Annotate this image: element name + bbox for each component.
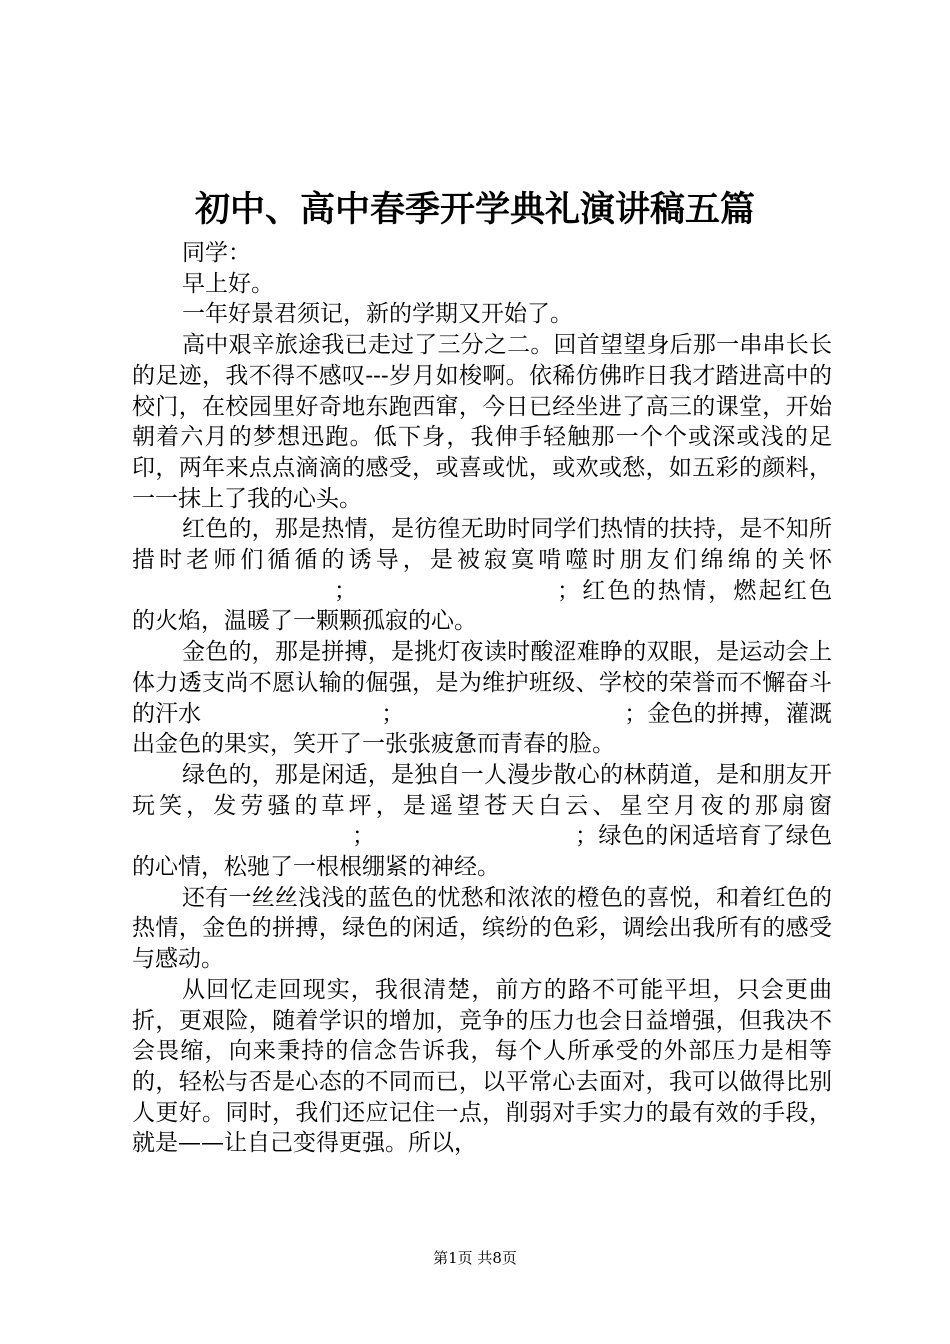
paragraph-green-part-c: ；绿色的闲适培育了绿色的心情，松驰了一根根绷紧的神经。 — [132, 823, 832, 881]
paragraph-gold-part-a: 金色的，那是拼搏，是挑灯夜读时酸涩难睁的双眼，是运动会上体力透支尚不愿认输的倔强，是为维护班级、学校的荣誉而不懈奋斗的汗水 — [132, 639, 832, 727]
paragraph-colors-summary: 还有一丝丝浅浅的蓝色的忧愁和浓浓的橙色的喜悦，和着红色的热情，金色的拼搏，绿色的闲适，缤纷的色彩，调绘出我所有的感受与感动。 — [132, 884, 832, 973]
page-footer: 第1页 共8页 — [433, 1249, 517, 1267]
paragraph-green — [132, 760, 832, 883]
paragraph-red-part-c: ；红色的热情，燃起红色的火焰，温暖了一颗颗孤寂的心。 — [132, 577, 832, 635]
paragraph-red-part-b: ； — [334, 577, 357, 604]
paragraph-greeting: 同学： — [182, 240, 251, 266]
paragraph-gold-part-b: ； — [381, 700, 405, 727]
paragraph-new-term: 一年好景君须记，新的学期又开始了。 — [182, 301, 573, 328]
paragraph-green-part-a: 绿色的，那是闲适，是独自一人漫步散心的林荫道，是和朋友开玩笑，发劳骚的草坪，是遥望苍天白云、星空月夜的那扇窗 — [132, 761, 832, 819]
paragraph-gold — [132, 637, 832, 760]
paragraph-reality: 从回忆走回现实，我很清楚，前方的路不可能平坦，只会更曲折，更艰险，随着学识的增加，竞争的压力也会日益增强，但我决不会畏缩，向来秉持的信念告诉我，每个人所承受的外部压力是相等的，轻松与否是心态的不同而已，以平常心去面对，我可以做得比别人更好。同时，我们还应记住一点，削弱对手实力的最有效的手段，就是——让自己变得更强。所以， — [132, 976, 832, 1157]
paragraph-gold-part-c: ；金色的拼搏，灌溉出金色的果实，笑开了一张张疲惫而青春的脸。 — [132, 700, 833, 758]
document-body — [132, 238, 832, 1159]
paragraph-red — [132, 514, 832, 637]
paragraph-green-part-b: ； — [352, 823, 375, 850]
paragraph-high-school-journey: 高中艰辛旅途我已走过了三分之二。回首望望身后那一串串长长的足迹，我不得不感叹---岁月如梭啊。依稀仿佛昨日我才踏进高中的校门，在校园里好奇地东跑西窜，今日已经坐进了高三的课堂，开始朝着六月的梦想迅跑。低下身，我伸手轻触那一个个或深或浅的足印，两年来点点滴滴的感受，或喜或忧，或欢或愁，如五彩的颜料，一一抹上了我的心头。 — [132, 332, 832, 512]
paragraph-red-part-a: 红色的，那是热情，是彷徨无助时同学们热情的扶持，是不知所措时老师们循循的诱导，是被寂寞啃噬时朋友们绵绵的关怀 — [132, 516, 832, 574]
document-title: 初中、高中春季开学典礼演讲稿五篇 — [194, 189, 755, 230]
paragraph-good-morning: 早上好。 — [182, 270, 274, 297]
